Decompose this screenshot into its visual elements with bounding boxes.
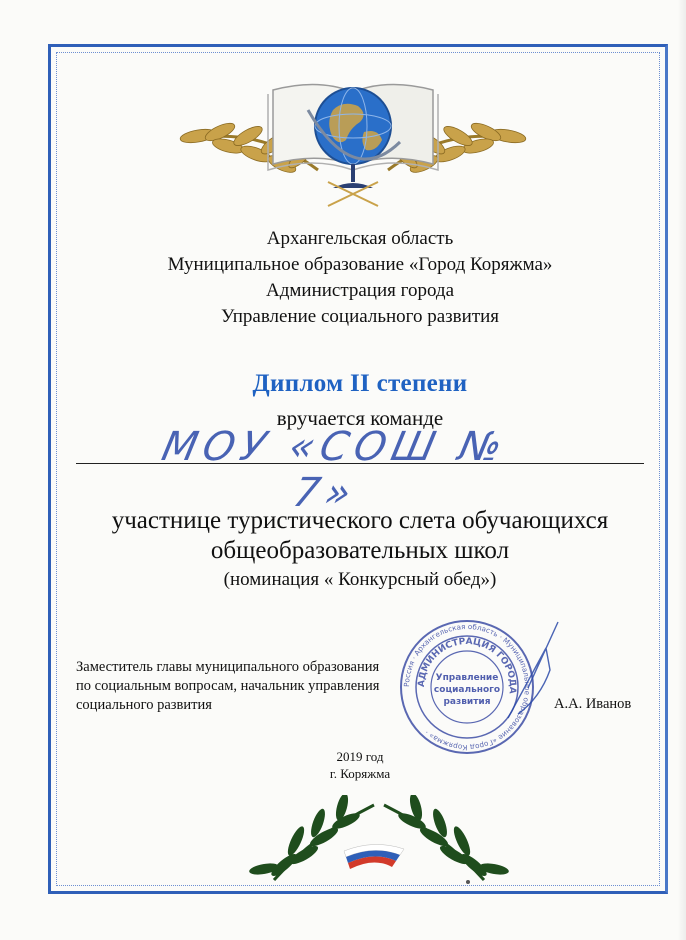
awarded-to-label: вручается команде <box>276 406 444 430</box>
signer-name: А.А. Иванов <box>554 696 632 712</box>
stamp-center-line-1: Управление <box>435 673 499 683</box>
stamp-outer-text: Россия · Архангельская область · Муниципальное образование «Город Коряжма» · <box>401 621 533 753</box>
year-label: 2019 год <box>336 749 384 764</box>
globe-book-emblem <box>168 70 538 220</box>
stamp-ring-text: АДМИНИСТРАЦИЯ ГОРОДА <box>416 636 518 695</box>
signer-title-line-3: социального развития <box>76 697 212 713</box>
award-description <box>60 506 660 594</box>
signer-title <box>76 658 379 715</box>
nomination-line: (номинация « Конкурсный обед») <box>223 569 497 590</box>
administration-line: Администрация города <box>265 280 454 301</box>
signer-title-line-1: Заместитель главы муниципального образования <box>76 659 380 675</box>
page-edge-shadow <box>678 0 686 940</box>
municipality-line: Муниципальное образование «Город Коряжма» <box>167 254 553 275</box>
diploma-title: Диплом II степени <box>252 370 468 397</box>
issuer-header <box>60 226 660 330</box>
laurel-branches-flag <box>234 795 524 885</box>
stamp-center-line-3: развития <box>443 697 491 707</box>
signer-title-line-2: по социальным вопросам, начальник управления <box>76 678 380 694</box>
description-line-1: участнице туристического слета обучающихся <box>111 507 609 534</box>
team-name-handwritten: МОУ «СОШ № 7» <box>157 424 512 516</box>
team-name-underline <box>76 463 644 464</box>
paper-speck <box>466 880 470 884</box>
stamp-center-line-2: социального <box>433 685 501 695</box>
city-label: г. Коряжма <box>329 766 391 781</box>
region-line: Архангельская область <box>266 228 454 249</box>
date-place <box>60 748 660 782</box>
department-line: Управление социального развития <box>220 306 500 327</box>
description-line-2: общеобразовательных школ <box>210 537 510 564</box>
